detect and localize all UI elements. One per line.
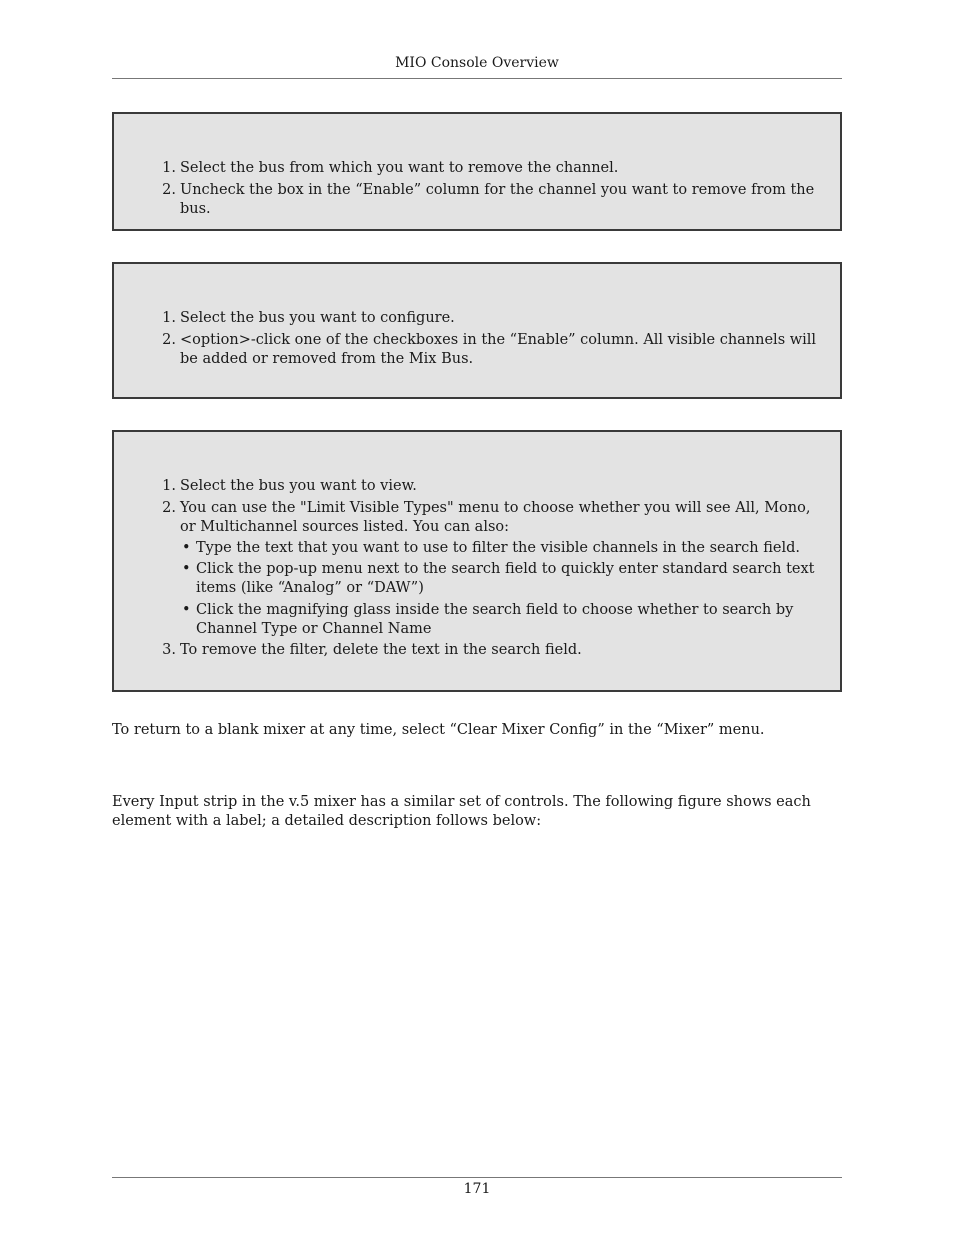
step-text: Select the bus from which you want to remove the channel. — [180, 160, 619, 176]
step-number: 2. — [162, 181, 176, 198]
step-item — [162, 181, 822, 219]
step-number: 3. — [162, 642, 176, 658]
step-item — [162, 309, 822, 328]
bullet-text: Click the pop-up menu next to the search field to quickly enter standard search text items (like “Analog” or “DAW”) — [196, 561, 815, 596]
step-list — [162, 159, 822, 221]
page-number: 171 — [463, 1181, 491, 1197]
step-number: 2. — [162, 331, 176, 348]
procedure-box-remove-channel — [112, 112, 842, 231]
step-number: 1. — [162, 478, 176, 494]
step-item — [162, 499, 822, 639]
step-number: 1. — [162, 160, 176, 176]
bullet-item — [180, 601, 822, 639]
bullet-marker: • — [182, 601, 191, 618]
step-text: Select the bus you want to view. — [180, 478, 417, 494]
step-item — [162, 477, 822, 496]
step-list — [162, 309, 822, 371]
step-text: Select the bus you want to configure. — [180, 310, 455, 326]
bullet-marker: • — [182, 539, 191, 556]
step-list — [162, 477, 822, 663]
step-item — [162, 641, 822, 660]
step-number: 2. — [162, 499, 176, 516]
step-text: You can use the "Limit Visible Types" menu to choose whether you will see All, Mono, or Multichannel sources listed. You can also: — [180, 499, 811, 535]
step-text: To remove the filter, delete the text in the search field. — [180, 642, 582, 658]
body-paragraph-input-strip: Every Input strip in the v.5 mixer has a similar set of controls. The following figure shows each element with a label; a detailed description follows below: — [112, 794, 811, 829]
bullet-item — [180, 539, 822, 558]
bullet-marker: • — [182, 561, 191, 577]
bullet-text: Click the magnifying glass inside the search field to choose whether to search by Channel Type or Channel Name — [196, 601, 794, 637]
step-item — [162, 159, 822, 178]
running-header: MIO Console Overview — [395, 55, 559, 71]
bullet-text: Type the text that you want to use to filter the visible channels in the search field. — [196, 539, 801, 556]
step-number: 1. — [162, 310, 176, 326]
bullet-list — [180, 539, 822, 639]
header-rule — [112, 78, 842, 79]
procedure-box-toggle-all-channels — [112, 262, 842, 399]
bullet-item — [180, 560, 822, 598]
step-text: Uncheck the box in the “Enable” column for the channel you want to remove from the bus. — [180, 181, 815, 217]
step-text: <option>-click one of the checkboxes in the “Enable” column. All visible channels will be added or removed from the Mix Bus. — [180, 331, 817, 367]
procedure-box-filter-channels — [112, 430, 842, 692]
step-item — [162, 331, 822, 369]
body-paragraph-clear-mixer: To return to a blank mixer at any time, select “Clear Mixer Config” in the “Mixer” menu. — [112, 722, 765, 738]
footer-rule — [112, 1177, 842, 1178]
